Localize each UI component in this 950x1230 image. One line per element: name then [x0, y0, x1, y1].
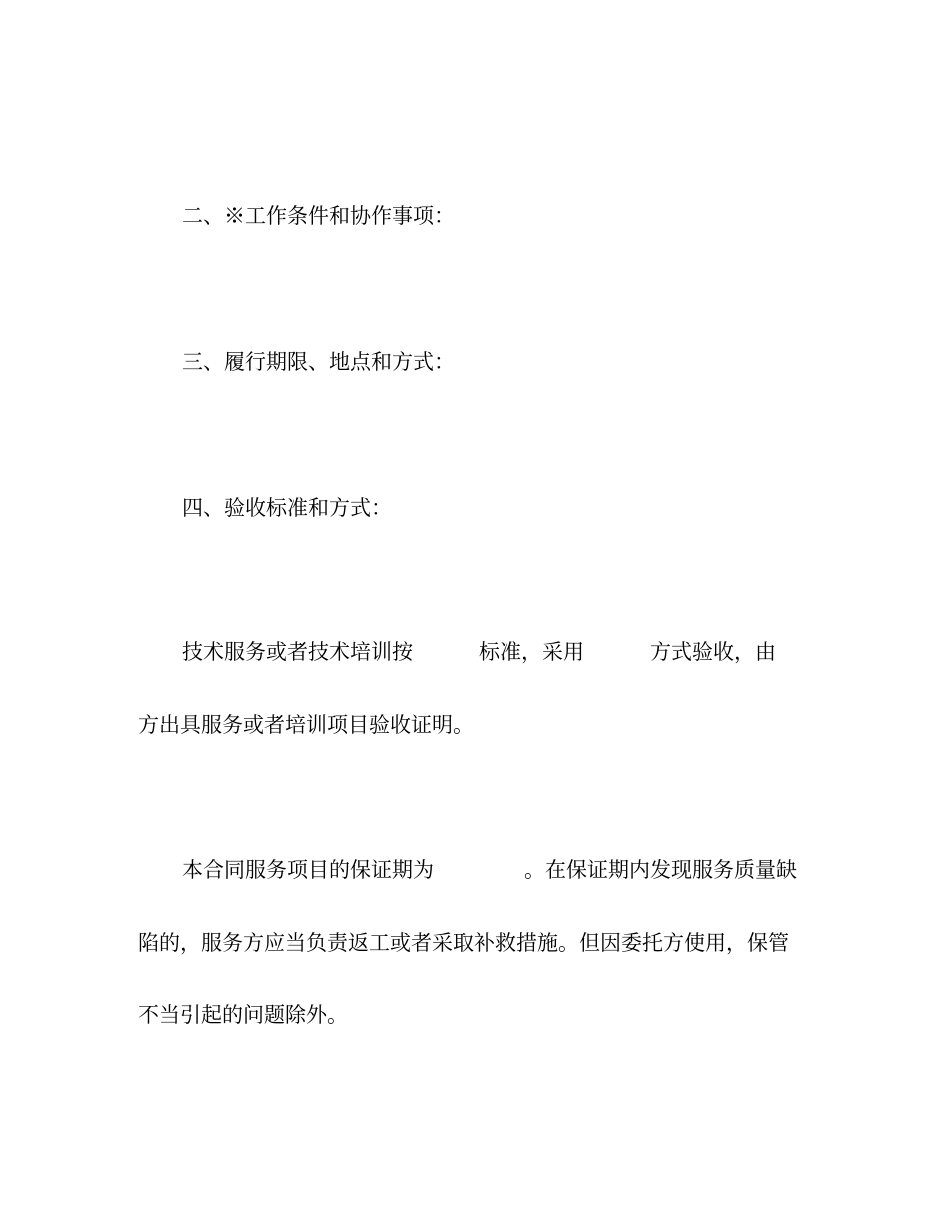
- section-heading-3: 三、履行期限、地点和方式：: [182, 350, 455, 374]
- warranty-text-b: 。在保证期内发现服务质量缺: [524, 858, 797, 882]
- warranty-paragraph-line-3: 不当引起的问题除外。: [138, 1003, 348, 1027]
- warranty-paragraph-line-1: [182, 856, 797, 884]
- acceptance-paragraph-line-1: [182, 638, 776, 666]
- warranty-paragraph-line-2: 陷的，服务方应当负责返工或者采取补救措施。但因委托方使用，保管: [138, 931, 789, 955]
- acceptance-text-c: 方式验收，由: [650, 640, 776, 664]
- section-heading-2: 二、※工作条件和协作事项：: [182, 204, 455, 228]
- acceptance-text-b: 标准，采用: [479, 640, 584, 664]
- warranty-text-a: 本合同服务项目的保证期为: [182, 858, 434, 882]
- section-heading-4: 四、验收标准和方式：: [182, 496, 392, 520]
- acceptance-text-a: 技术服务或者技术培训按: [182, 640, 413, 664]
- acceptance-paragraph-line-2: 方出具服务或者培训项目验收证明。: [138, 713, 474, 737]
